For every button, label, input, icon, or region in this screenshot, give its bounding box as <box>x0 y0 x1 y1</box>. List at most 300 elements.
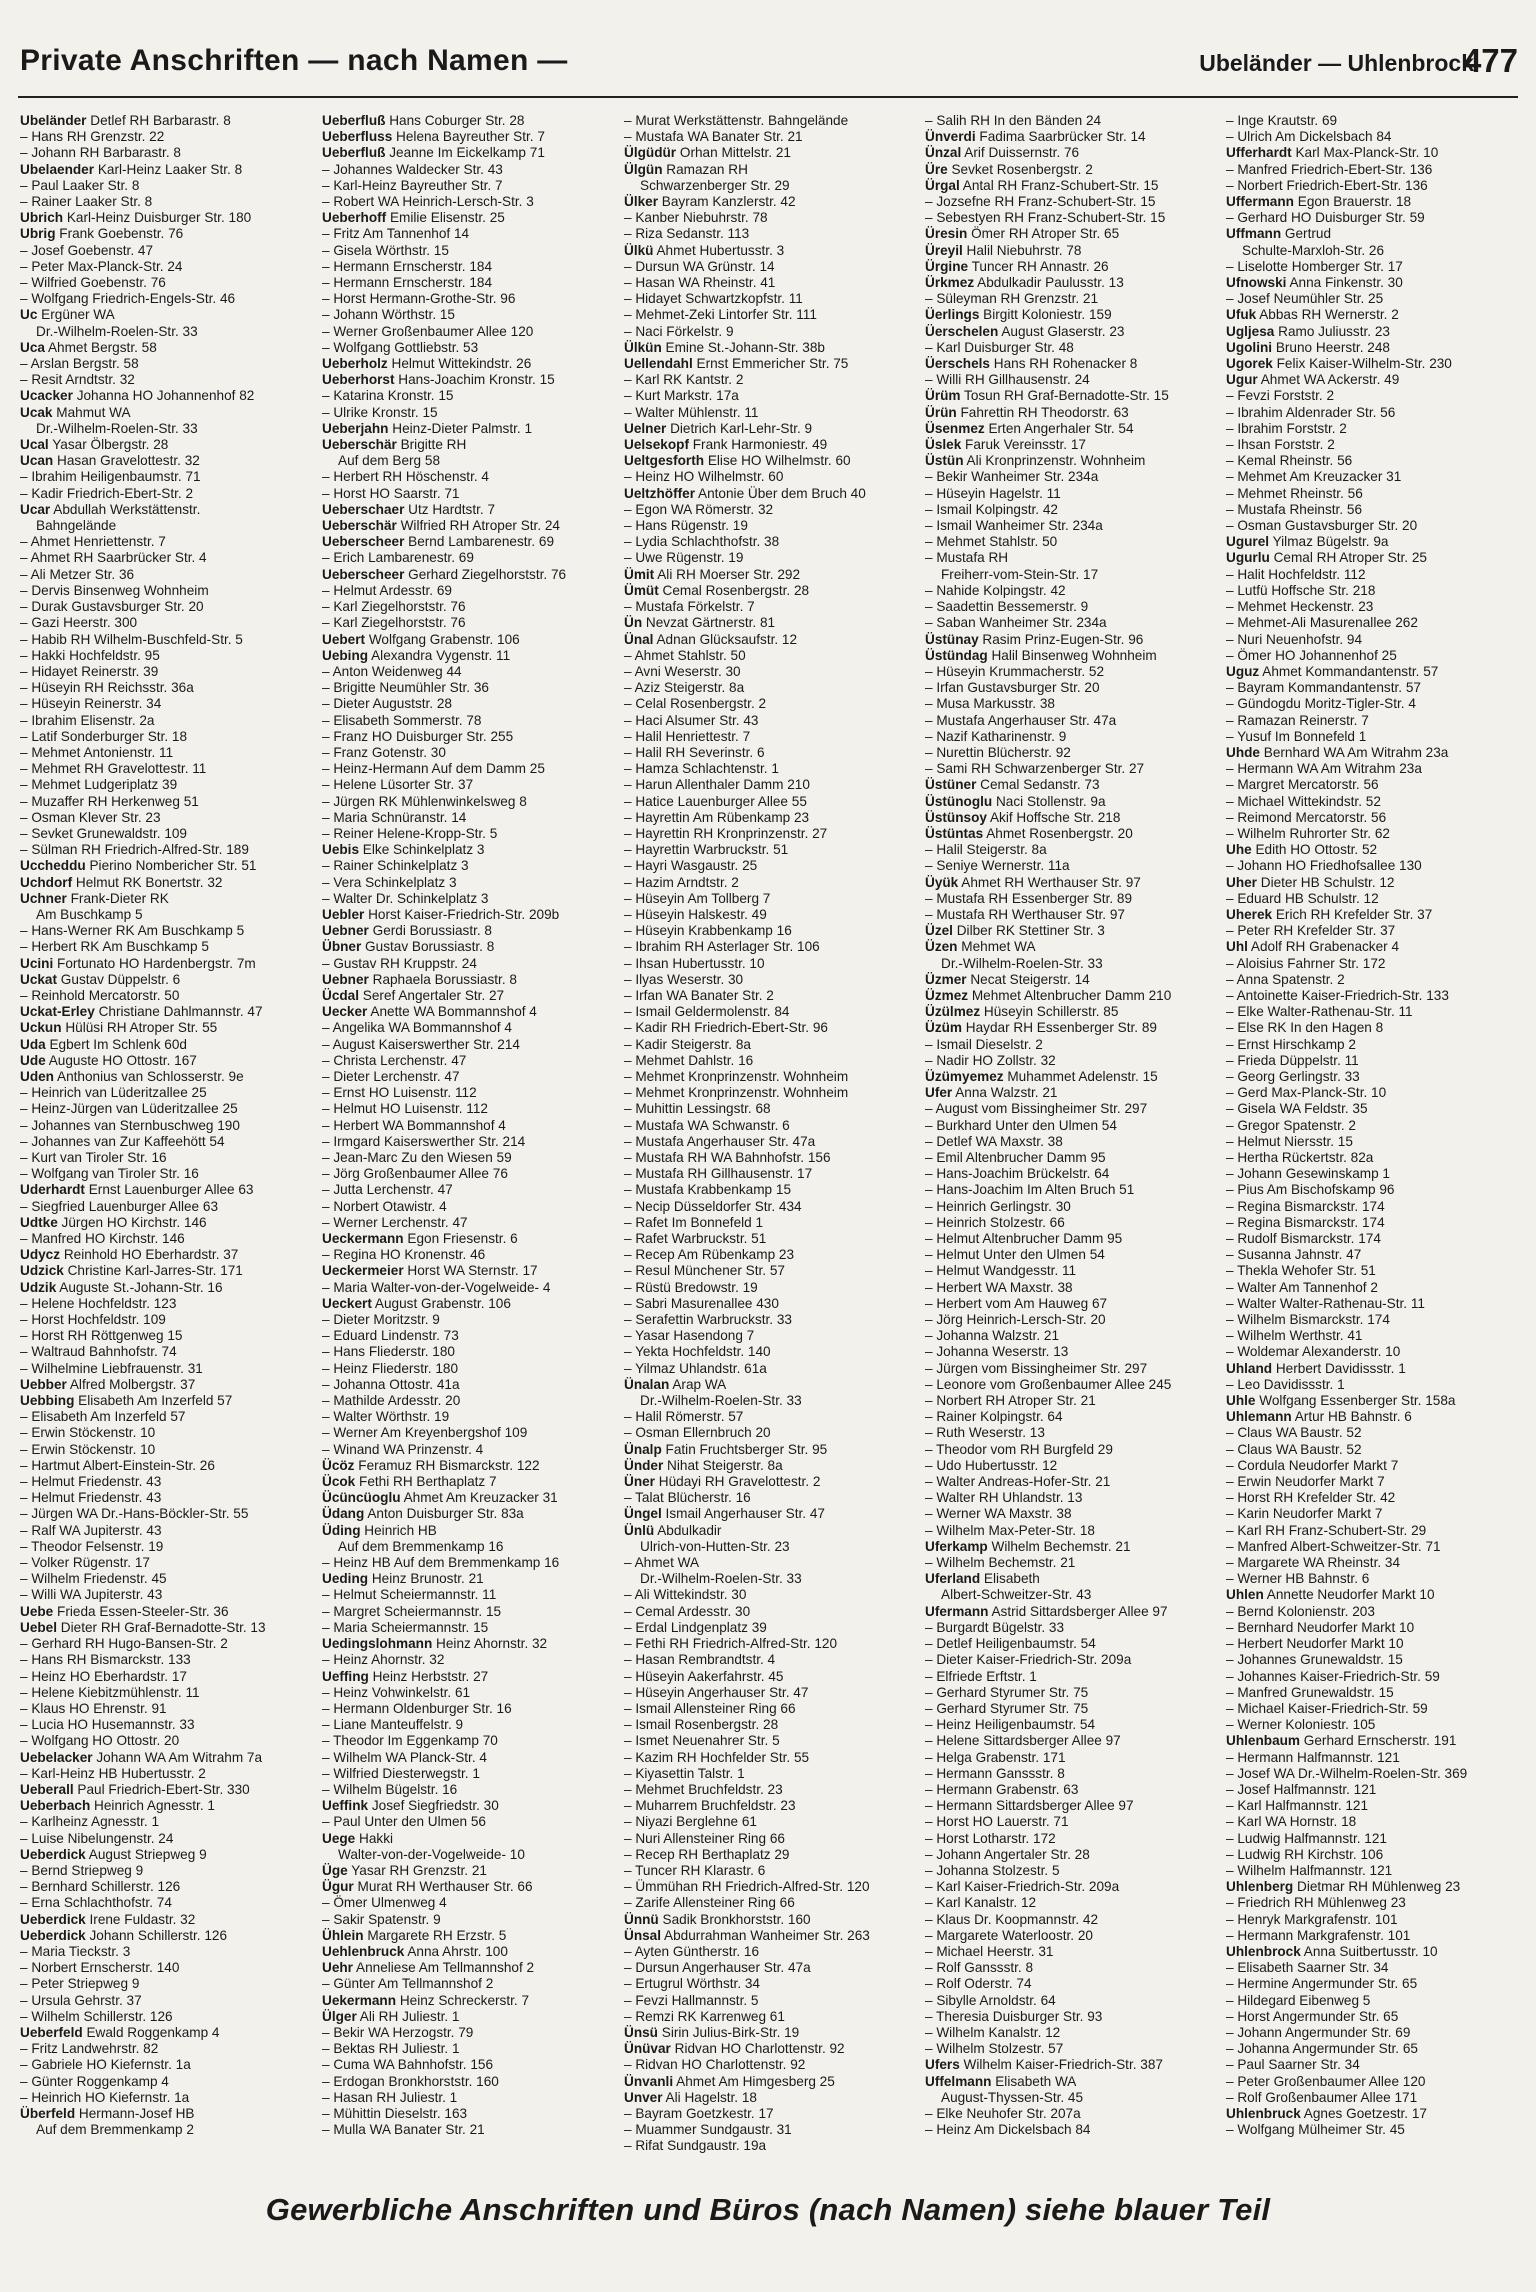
listing-entry <box>925 1085 1207 1101</box>
listing-subentry: – Hartmut Albert-Einstein-Str. 26 <box>20 1457 215 1473</box>
listing-subentry: – Norbert Ernscherstr. 140 <box>20 1960 180 1976</box>
entry-details: Arif Duissernstr. 76 <box>961 145 1080 161</box>
listing-subentry: – Mulla WA Banater Str. 21 <box>322 2122 485 2138</box>
surname: Uckat-Erley <box>20 1004 95 1020</box>
listing-subentry: – Anna Spatenstr. 2 <box>1226 971 1345 987</box>
listing-subentry: – Herbert vom Am Hauweg 67 <box>925 1295 1108 1311</box>
listing-entry <box>322 907 604 923</box>
surname: Uedingslohmann <box>322 1636 433 1652</box>
listing-entry <box>925 1004 1207 1020</box>
surname: Ueffink <box>322 1798 369 1814</box>
listing-entry <box>322 923 604 939</box>
surname: Uffelmann <box>925 2073 992 2089</box>
listing-subentry: – Ulrike Kronstr. 15 <box>322 404 438 420</box>
listing-subentry: – Nurettin Blücherstr. 92 <box>925 744 1071 760</box>
entry-details: Dilber RK Stettiner Str. 3 <box>952 923 1105 939</box>
entry-details: Anthonius van Schlosserstr. 9e <box>53 1068 244 1084</box>
surname: Uckat <box>20 971 58 987</box>
listing-subentry: – Yasar Hasendong 7 <box>624 1328 755 1344</box>
listing-subentry: – Kadir RH Friedrich-Ebert-Str. 96 <box>624 1020 828 1036</box>
surname: Uebe <box>20 1603 54 1619</box>
listing-subentry: – Burkhard Unter den Ulmen 54 <box>925 1117 1117 1133</box>
listing-subentry: – Wilhelm WA Planck-Str. 4 <box>322 1749 487 1765</box>
listing-subentry: – Bayram Goetzkestr. 17 <box>624 2105 774 2121</box>
listing-subentry: – Sevket Grunewaldstr. 109 <box>20 825 187 841</box>
surname: Üreyil <box>925 242 963 258</box>
listing-subentry: – Karin Neudorfer Markt 7 <box>1226 1506 1383 1522</box>
entry-details: Ahmet Am Himgesberg 25 <box>673 2073 835 2089</box>
listing-entry <box>20 891 302 907</box>
listing-subentry: – Winand WA Prinzenstr. 4 <box>322 1441 484 1457</box>
entry-details: Reinhold HO Eberhardstr. 37 <box>60 1247 239 1263</box>
listing-entry <box>20 210 302 226</box>
listing-subentry: – Reinhold Mercatorstr. 50 <box>20 987 180 1003</box>
listing-entry <box>925 810 1207 826</box>
listing-subentry: – Hans-Joachim Im Alten Bruch 51 <box>925 1182 1135 1198</box>
listing-subentry: – Franz HO Duisburger Str. 255 <box>322 728 514 744</box>
listing-subentry: – Helene Kiebitzmühlenstr. 11 <box>20 1684 200 1700</box>
listing-entry <box>925 307 1207 323</box>
listing-entry <box>1226 307 1508 323</box>
listing-subentry: – Walter Am Tannenhof 2 <box>1226 1279 1378 1295</box>
listing-entry <box>322 939 604 955</box>
listing-entry <box>624 1458 906 1474</box>
surname: Uebert <box>322 631 366 647</box>
listing-subentry: – Hayrettin RH Kronprinzenstr. 27 <box>624 825 828 841</box>
entry-details: Johann WA Am Witrahm 7a <box>92 1749 263 1765</box>
entry-details: Egbert Im Schlenk 60d <box>45 1036 187 1052</box>
entry-details: Fortunato HO Hardenbergstr. 7m <box>53 955 256 971</box>
listing-subentry: – Wilhelm Werthstr. 41 <box>1226 1328 1363 1344</box>
listing-subentry: – Anton Weidenweg 44 <box>322 663 462 679</box>
listing-subentry: – Helene Sittardsberger Allee 97 <box>925 1733 1121 1749</box>
surname: Ünzal <box>925 145 962 161</box>
listing-subentry: – Ahmet RH Saarbrücker Str. 4 <box>20 550 207 566</box>
surname: Ümit <box>624 566 655 582</box>
listing-subentry: – Irmgard Kaiserswerther Str. 214 <box>322 1133 526 1149</box>
listing-entry <box>925 388 1207 404</box>
listing-subentry: – Rolf Großenbaumer Allee 171 <box>1226 2089 1418 2105</box>
surname: Üstün <box>925 453 964 469</box>
listing-subentry: – Antoinette Kaiser-Friedrich-Str. 133 <box>1226 987 1449 1003</box>
listing-subentry: – Erdal Lindgenplatz 39 <box>624 1619 767 1635</box>
listing-subentry: – Rainer Schinkelplatz 3 <box>322 858 469 874</box>
listing-entry <box>20 1377 302 1393</box>
listing-entry <box>1226 1393 1508 1409</box>
entry-details: Helmut RK Bonertstr. 32 <box>72 874 223 890</box>
surname: Üzümyemez <box>925 1068 1004 1084</box>
entry-details: Anna Ahrstr. 100 <box>404 1943 508 1959</box>
listing-entry <box>1226 907 1508 923</box>
listing-subentry: – Vera Schinkelplatz 3 <box>322 874 457 890</box>
listing-subentry: – Hans Rügenstr. 19 <box>624 518 748 534</box>
surname: Uhle <box>1226 1393 1256 1409</box>
listing-entry <box>925 923 1207 939</box>
entry-details: Hans RH Rohenacker 8 <box>990 356 1138 372</box>
surname: Ürüm <box>925 388 961 404</box>
listing-subentry: – Gerhard RH Hugo-Bansen-Str. 2 <box>20 1636 228 1652</box>
listing-entry <box>624 567 906 583</box>
surname: Ueberholz <box>322 356 388 372</box>
listing-entry <box>322 1879 604 1895</box>
listing-subentry: – Jutta Lerchenstr. 47 <box>322 1182 453 1198</box>
listing-entry <box>322 2009 604 2025</box>
listing-subentry: – Robert WA Heinrich-Lersch-Str. 3 <box>322 194 534 210</box>
listing-subentry: – Karl Halfmannstr. 121 <box>1226 1798 1369 1814</box>
listing-subentry: – Karl Duisburger Str. 48 <box>925 339 1074 355</box>
surname: Ünalan <box>624 1376 670 1392</box>
listing-subentry: – Gerhard HO Duisburger Str. 59 <box>1226 210 1425 226</box>
listing-entry <box>322 1928 604 1944</box>
listing-subentry: – Heinrich Gerlingstr. 30 <box>925 1198 1071 1214</box>
listing-subentry: – Ismail Rosenbergstr. 28 <box>624 1717 779 1733</box>
surname: Ueberfluß <box>322 113 386 128</box>
listing-entry <box>925 129 1207 145</box>
entry-details: Anna Suitbertusstr. 10 <box>1300 1943 1438 1959</box>
listing-subentry: – Wilhelm Friedenstr. 45 <box>20 1571 167 1587</box>
surname: Uelsekopf <box>624 437 689 453</box>
entry-details: Hermann-Josef HB <box>75 2105 195 2121</box>
listing-subentry: – Karl WA Hornstr. 18 <box>1226 1814 1357 1830</box>
listing-subentry: – Brigitte Neumühler Str. 36 <box>322 680 489 696</box>
listing-subentry: – Heinz HO Eberhardstr. 17 <box>20 1668 187 1684</box>
listing-subentry: – Woldemar Alexanderstr. 10 <box>1226 1344 1401 1360</box>
listing-subentry: – Michael Wittekindstr. 52 <box>1226 793 1381 809</box>
listing-subentry: – Hermann Sittardsberger Allee 97 <box>925 1798 1134 1814</box>
listing-subentry: – Theresia Duisburger Str. 93 <box>925 2008 1103 2024</box>
listing-entry <box>1226 372 1508 388</box>
listing-entry <box>1226 194 1508 210</box>
entry-details: Alfred Molbergstr. 37 <box>66 1376 196 1392</box>
listing-subentry: – Bernhard Schillerstr. 126 <box>20 1879 181 1895</box>
listing-column-4 <box>925 113 1207 2175</box>
listing-entry <box>322 145 604 161</box>
entry-details: Pierino Nombericher Str. 51 <box>85 858 257 874</box>
entry-details: Heinz Schreckerstr. 7 <box>396 1992 530 2008</box>
entry-details: Sevket Rosenbergstr. 2 <box>947 161 1093 177</box>
listing-subentry: – Helmut Altenbrucher Damm 95 <box>925 1231 1123 1247</box>
entry-details: Horst WA Sternstr. 17 <box>403 1263 538 1279</box>
surname: Uehr <box>322 1960 353 1976</box>
listing-subentry: – Recep RH Berthaplatz 29 <box>624 1846 790 1862</box>
entry-continuation: Bahngelände <box>36 518 117 534</box>
listing-subentry: – Heinrich HO Kiefernstr. 1a <box>20 2089 190 2105</box>
entry-details: Artur HB Bahnstr. 6 <box>1291 1409 1412 1425</box>
entry-details: Wilfried RH Atroper Str. 24 <box>396 518 560 534</box>
listing-subentry: – Halil Henriettestr. 7 <box>624 728 751 744</box>
listing-subentry: – Walter RH Uhlandstr. 13 <box>925 1490 1083 1506</box>
surname: Ürün <box>925 404 957 420</box>
entry-details: Murat RH Werthauser Str. 66 <box>353 1879 533 1895</box>
entry-details: Haydar RH Essenberger Str. 89 <box>962 1020 1157 1036</box>
entry-details: Orhan Mittelstr. 21 <box>676 145 791 161</box>
surname: Uebler <box>322 906 365 922</box>
listing-subentry: – Musa Markusstr. 38 <box>925 696 1055 712</box>
entry-details: Bernd Lambarenestr. 69 <box>404 534 554 550</box>
entry-details: Egon Brauerstr. 18 <box>1293 194 1412 210</box>
surname: Uc <box>20 307 38 323</box>
surname: Uchdorf <box>20 874 73 890</box>
listing-subentry: – Nuri Neuenhofstr. 94 <box>1226 631 1363 647</box>
listing-subentry: – Rainer Kolpingstr. 64 <box>925 1409 1063 1425</box>
surname: Uhl <box>1226 939 1248 955</box>
listing-subentry: – Heinz Am Dickelsbach 84 <box>925 2122 1091 2138</box>
surname: Ünsü <box>624 2024 658 2040</box>
listing-subentry: – Yusuf Im Bonnefeld 1 <box>1226 728 1367 744</box>
listing-subentry: – Josef Goebenstr. 47 <box>20 242 154 258</box>
listing-subentry: – Ismet Neuenahrer Str. 5 <box>624 1733 780 1749</box>
entry-details: Anette WA Bommannshof 4 <box>367 1004 537 1020</box>
listing-subentry: – Mühittin Dieselstr. 163 <box>322 2105 468 2121</box>
listing-subentry: – Paul Saarner Str. 34 <box>1226 2057 1360 2073</box>
listing-subentry: – Hans-Joachim Brückelstr. 64 <box>925 1166 1110 1182</box>
listing-subentry: – Bekir Wanheimer Str. 234a <box>925 469 1099 485</box>
listing-subentry: – Ursula Gehrstr. 37 <box>20 1992 142 2008</box>
listing-subentry: – Hüseyin Krabbenkamp 16 <box>624 923 792 939</box>
entry-details: Gerdi Borussiastr. 8 <box>368 923 492 939</box>
entry-continuation: Am Buschkamp 5 <box>36 906 143 922</box>
listing-entry <box>20 1280 302 1296</box>
listing-subentry: – Resul Münchener Str. 57 <box>624 1263 785 1279</box>
listing-entry <box>624 453 906 469</box>
entry-continuation: Dr.-Wilhelm-Roelen-Str. 33 <box>941 955 1103 971</box>
listing-subentry: – Salih RH In den Bänden 24 <box>925 113 1102 128</box>
listing-entry <box>624 1377 906 1393</box>
listing-subentry: – Werner Lerchenstr. 47 <box>322 1214 468 1230</box>
listing-entry <box>20 1037 302 1053</box>
listing-subentry: – Kurt Markstr. 17a <box>624 388 739 404</box>
surname: Uhlemann <box>1226 1409 1292 1425</box>
listing-subentry: – Kiyasettin Talstr. 1 <box>624 1765 745 1781</box>
listing-subentry: – Wilhelm Ruhrorter Str. 62 <box>1226 825 1390 841</box>
surname: Ücdal <box>322 987 360 1003</box>
surname: Unver <box>624 2089 663 2105</box>
listing-subentry: – Kazim RH Hochfelder Str. 55 <box>624 1749 810 1765</box>
entry-details: Auguste HO Ottostr. 167 <box>45 1052 197 1068</box>
surname: Üngel <box>624 1506 662 1522</box>
entry-details: Elisabeth WA <box>991 2073 1077 2089</box>
listing-subentry: – Theodor vom RH Burgfeld 29 <box>925 1441 1113 1457</box>
surname: Ude <box>20 1052 46 1068</box>
listing-subentry: – Kadir Friedrich-Ebert-Str. 2 <box>20 485 194 501</box>
listing-subentry: – Wilhelm Halfmannstr. 121 <box>1226 1862 1393 1878</box>
entry-details: Christine Karl-Jarres-Str. 171 <box>63 1263 243 1279</box>
listing-subentry: – Helmut Ardesstr. 69 <box>322 582 452 598</box>
listing-entry <box>20 1004 302 1020</box>
entry-details: Josef Siegfriedstr. 30 <box>368 1798 499 1814</box>
entry-details: Agnes Goetzestr. 17 <box>1300 2105 1427 2121</box>
listing-subentry: – Werner Am Kreyenbergshof 109 <box>322 1425 528 1441</box>
listing-subentry: – Gazi Heerstr. 300 <box>20 615 138 631</box>
listing-subentry: – Fritz Landwehrstr. 82 <box>20 2041 159 2057</box>
listing-subentry: – Dieter Lerchenstr. 47 <box>322 1068 460 1084</box>
entry-details: Elisabeth <box>980 1571 1040 1587</box>
surname: Üerschelen <box>925 323 999 339</box>
listing-entry <box>624 1928 906 1944</box>
listing-subentry: – Wilhelm Bügelstr. 16 <box>322 1781 458 1797</box>
listing-subentry: – Ruth Weserstr. 13 <box>925 1425 1045 1441</box>
surname: Üsenmez <box>925 420 985 436</box>
listing-subentry: – Nahide Kolpingstr. 42 <box>925 582 1066 598</box>
listing-subentry: – Johann HO Friedhofsallee 130 <box>1226 858 1422 874</box>
entry-details: Anna Finkenstr. 30 <box>1286 275 1403 291</box>
listing-subentry: – Siegfried Lauenburger Allee 63 <box>20 1198 219 1214</box>
listing-subentry: – Mehmet Antonienstr. 11 <box>20 744 174 760</box>
listing-subentry: – Murat Werkstättenstr. Bahngelände <box>624 113 849 128</box>
listing-subentry: – Halil RH Severinstr. 6 <box>624 744 765 760</box>
surname: Ugurel <box>1226 534 1270 550</box>
listing-subentry: – Gisela Wörthstr. 15 <box>322 242 449 258</box>
listing-entry <box>20 2025 302 2041</box>
listing-entry <box>322 421 604 437</box>
listing-subentry: – Detlef WA Maxstr. 38 <box>925 1133 1063 1149</box>
listing-subentry: – Erwin Neudorfer Markt 7 <box>1226 1474 1385 1490</box>
entry-details: Bernhard WA Am Witrahm 23a <box>1259 744 1449 760</box>
listing-subentry: – Hermann Oldenburger Str. 16 <box>322 1700 512 1716</box>
entry-details: Ernst Emmericher Str. 75 <box>692 356 849 372</box>
entry-details: Arap WA <box>669 1376 727 1392</box>
listing-entry <box>20 1604 302 1620</box>
listing-subentry: – Elke Neuhofer Str. 207a <box>925 2105 1081 2121</box>
surname: Ucacker <box>20 388 73 404</box>
listing-subentry: – Erdogan Bronkhorststr. 160 <box>322 2073 499 2089</box>
listing-subentry: – Manfred HO Kirchstr. 146 <box>20 1231 185 1247</box>
entry-details: Elise HO Wilhelmstr. 60 <box>704 453 851 469</box>
surname: Ürgal <box>925 177 960 193</box>
listing-subentry: – Wolfgang HO Ottostr. 20 <box>20 1733 180 1749</box>
entry-details: August Glaserstr. 23 <box>998 323 1125 339</box>
listing-entry <box>322 437 604 453</box>
listing-subentry: – Gerhard Styrumer Str. 75 <box>925 1684 1089 1700</box>
listing-subentry: – Hasan Rembrandtstr. 4 <box>624 1652 776 1668</box>
surname: Ünsal <box>624 1927 662 1943</box>
listing-entry <box>925 648 1207 664</box>
listing-subentry: – Manfred Albert-Schweitzer-Str. 71 <box>1226 1538 1441 1554</box>
entry-continuation: Auf dem Bremmenkamp 2 <box>36 2122 194 2138</box>
listing-subentry: – Gustav RH Kruppstr. 24 <box>322 955 477 971</box>
surname: Uca <box>20 339 45 355</box>
listing-subentry: – Hüseyin RH Reichsstr. 36a <box>20 680 194 696</box>
entry-details: Gerhard Ziegelhorststr. 76 <box>404 566 567 582</box>
listing-entry <box>624 243 906 259</box>
surname: Ueberfluss <box>322 129 393 145</box>
surname: Ueberscheer <box>322 534 405 550</box>
listing-subentry: – Karl Ziegelhorststr. 76 <box>322 615 466 631</box>
listing-subentry: – Mustafa RH Gillhausenstr. 17 <box>624 1166 813 1182</box>
listing-entry <box>1226 550 1508 566</box>
listing-subentry: – Horst Angermunder Str. 65 <box>1226 2008 1399 2024</box>
listing-subentry: – Mustafa Förkelstr. 7 <box>624 599 755 615</box>
surname: Ueberschaer <box>322 501 405 517</box>
entry-details: Dietmar RH Mühlenweg 23 <box>1293 1879 1461 1895</box>
surname: Uferkamp <box>925 1538 988 1554</box>
listing-subentry: – Karl-Heinz HB Hubertusstr. 2 <box>20 1765 206 1781</box>
listing-subentry: – Halil Steigerstr. 8a <box>925 842 1047 858</box>
listing-subentry: – Elisabeth Am Inzerfeld 57 <box>20 1409 186 1425</box>
listing-subentry: – Michael Heerstr. 31 <box>925 1943 1054 1959</box>
entry-details: Bayram Kanzlerstr. 42 <box>658 194 796 210</box>
surname: Ülger <box>322 2008 357 2024</box>
listing-subentry: – Werner WA Maxstr. 38 <box>925 1506 1072 1522</box>
entry-details: Fatin Fruchtsberger Str. 95 <box>661 1441 828 1457</box>
surname: Ueberdick <box>20 1911 86 1927</box>
entry-details: Emine St.-Johann-Str. 38b <box>661 339 825 355</box>
surname: Uebner <box>322 971 369 987</box>
surname: Uhe <box>1226 842 1252 858</box>
listing-entry <box>322 372 604 388</box>
listing-subentry: – Werner Koloniestr. 105 <box>1226 1717 1376 1733</box>
listing-subentry: – Ernst HO Luisenstr. 112 <box>322 1085 477 1101</box>
listing-subentry: – Hermine Angermunder Str. 65 <box>1226 1976 1418 1992</box>
listing-entry <box>925 162 1207 178</box>
listing-entry <box>20 1215 302 1231</box>
listing-subentry: – Wilhelm Kanalstr. 12 <box>925 2024 1061 2040</box>
listing-subentry: – Hayrettin Warbruckstr. 51 <box>624 842 789 858</box>
listing-entry <box>20 162 302 178</box>
listing-subentry: – Rainer Laaker Str. 8 <box>20 194 153 210</box>
surname: Üyük <box>925 874 959 890</box>
surname: Ülker <box>624 194 659 210</box>
surname: Üerschels <box>925 356 990 372</box>
entry-details: Mehmet WA <box>957 939 1036 955</box>
surname: Uebner <box>322 923 369 939</box>
listing-subentry: – Johanna Stolzestr. 5 <box>925 1862 1060 1878</box>
entry-details: Wilhelm Bechemstr. 21 <box>987 1538 1131 1554</box>
entry-continuation: August-Thyssen-Str. 45 <box>941 2089 1084 2105</box>
listing-subentry: – Mehmet Bruchfeldstr. 23 <box>624 1781 783 1797</box>
listing-subentry: – Lydia Schlachthofstr. 38 <box>624 534 780 550</box>
listing-subentry: – Muharrem Bruchfeldstr. 23 <box>624 1798 796 1814</box>
listing-subentry: – Saban Wanheimer Str. 234a <box>925 615 1107 631</box>
listing-subentry: – Bernd Kolonienstr. 203 <box>1226 1603 1375 1619</box>
surname: Udtke <box>20 1214 58 1230</box>
entry-details: Ali RH Juliestr. 1 <box>356 2008 460 2024</box>
entry-details: Sadik Bronkhorststr. 160 <box>658 1911 811 1927</box>
listing-subentry: – Hüseyin Krummacherstr. 52 <box>925 663 1105 679</box>
listing-subentry: – Karlheinz Agnesstr. 1 <box>20 1814 160 1830</box>
listing-entry <box>322 1231 604 1247</box>
entry-details: Fahrettin RH Theodorstr. 63 <box>956 404 1129 420</box>
listing-column-3 <box>624 113 906 2175</box>
entry-details: Hakki <box>355 1830 394 1846</box>
listing-subentry: – Reimond Mercatorstr. 56 <box>1226 809 1387 825</box>
listing-subentry: – Manfred Grunewaldstr. 15 <box>1226 1684 1394 1700</box>
listing-subentry: – Wilhelm Stolzestr. 57 <box>925 2041 1064 2057</box>
surname: Üstüntas <box>925 825 984 841</box>
listing-subentry: – Helga Grabenstr. 171 <box>925 1749 1066 1765</box>
surname: Uguz <box>1226 663 1260 679</box>
listing-subentry: – Naci Förkelstr. 9 <box>624 323 734 339</box>
listing-entry <box>322 518 604 534</box>
listing-subentry: – Wilhelm Schillerstr. 126 <box>20 2008 173 2024</box>
listing-subentry: – Peter Striepweg 9 <box>20 1976 140 1992</box>
listing-subentry: – Hasan RH Juliestr. 1 <box>322 2089 458 2105</box>
listing-subentry: – Ilyas Weserstr. 30 <box>624 971 744 987</box>
listing-subentry: – Jürgen RK Mühlenwinkelsweg 8 <box>322 793 527 809</box>
listing-subentry: – Ahmet Stahlstr. 50 <box>624 647 746 663</box>
entry-details: Karl-Heinz Duisburger Str. 180 <box>63 210 252 226</box>
listing-subentry: – Dieter Kaiser-Friedrich-Str. 209a <box>925 1652 1132 1668</box>
listing-subentry: – Manfred Friedrich-Ebert-Str. 136 <box>1226 161 1433 177</box>
listing-entry <box>1226 1879 1508 1895</box>
entry-details: Heinz Brunostr. 21 <box>368 1571 484 1587</box>
surname: Üerlings <box>925 307 980 323</box>
surname: Ünvanli <box>624 2073 674 2089</box>
listing-entry <box>925 437 1207 453</box>
listing-subentry: – Hildegard Eibenweg 5 <box>1226 1992 1371 2008</box>
entry-details: Seref Angertaler Str. 27 <box>359 987 505 1003</box>
section-title: Private Anschriften — nach Namen — <box>20 44 568 77</box>
